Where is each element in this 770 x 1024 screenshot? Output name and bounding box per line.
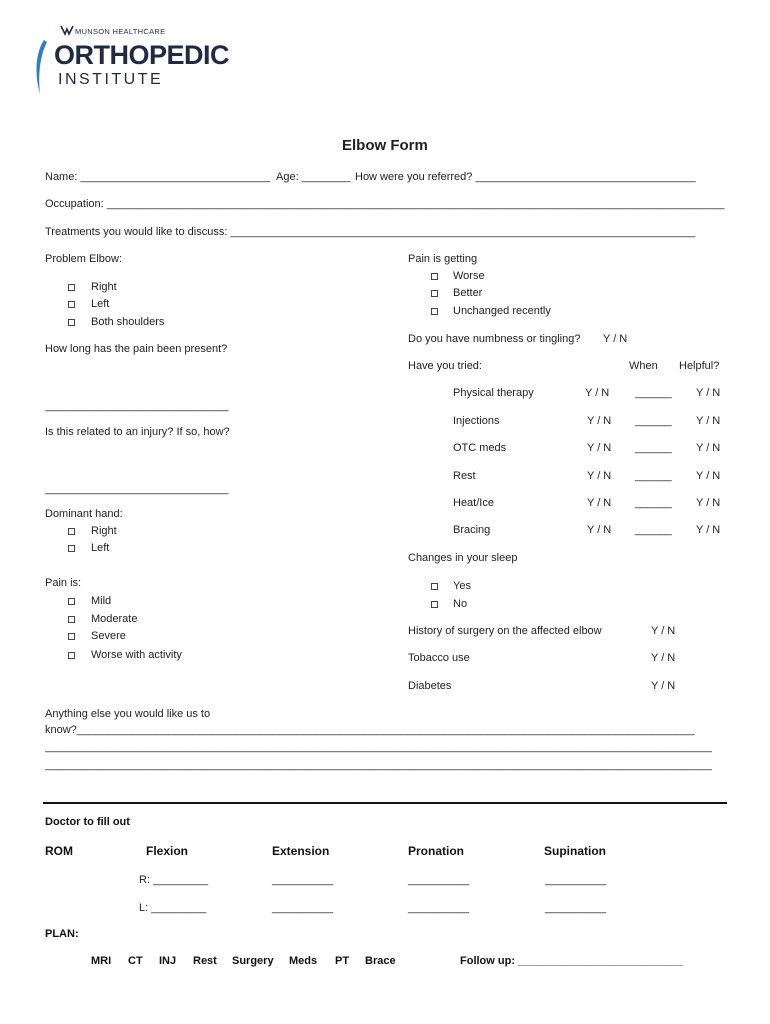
treatment-helpful[interactable]: Y / N bbox=[696, 497, 721, 509]
treatment-helpful[interactable]: Y / N bbox=[696, 524, 721, 536]
checkbox-getting-worse[interactable] bbox=[431, 273, 438, 280]
rom-blank[interactable]: __________ bbox=[408, 874, 470, 886]
pain-duration-line[interactable]: ______________________________ bbox=[45, 400, 229, 412]
notes-line[interactable]: _____________________________________________________________________________________________________________ bbox=[45, 759, 712, 771]
tried-label: Have you tried: bbox=[408, 360, 482, 372]
treatment-yn[interactable]: Y / N bbox=[587, 415, 612, 427]
plan-item-brace[interactable]: Brace bbox=[365, 955, 396, 967]
treatment-label: Injections bbox=[453, 415, 500, 427]
treatment-when[interactable]: ______ bbox=[635, 497, 672, 509]
rom-blank[interactable]: __________ bbox=[272, 902, 334, 914]
checkbox-hand-left[interactable] bbox=[68, 545, 75, 552]
munson-mark-icon bbox=[60, 24, 74, 36]
treatment-when[interactable]: ______ bbox=[635, 442, 672, 454]
logo-orthopedic: ORTHOPEDIC bbox=[54, 40, 230, 70]
treatment-yn[interactable]: Y / N bbox=[587, 497, 612, 509]
flexion-header: Flexion bbox=[146, 844, 189, 858]
notes-line[interactable]: _____________________________________________________________________________________________________________ bbox=[45, 741, 712, 753]
surgery-yn[interactable]: Y / N bbox=[651, 625, 676, 637]
plan-item-meds[interactable]: Meds bbox=[289, 955, 318, 967]
pain-getting-label: Pain is getting bbox=[408, 253, 478, 265]
when-header: When bbox=[629, 360, 658, 372]
checkbox-sleep-no[interactable] bbox=[431, 601, 438, 608]
injury-label: Is this related to an injury? If so, how? bbox=[45, 426, 230, 438]
treatment-yn[interactable]: Y / N bbox=[587, 470, 612, 482]
doctor-section-title: Doctor to fill out bbox=[45, 816, 130, 828]
treatment-label: OTC meds bbox=[453, 442, 507, 454]
rom-blank[interactable]: __________ bbox=[408, 902, 470, 914]
checkbox-hand-right[interactable] bbox=[68, 528, 75, 535]
checkbox-pain-mild[interactable] bbox=[68, 598, 75, 605]
treatment-helpful[interactable]: Y / N bbox=[696, 387, 721, 399]
plan-label: PLAN: bbox=[45, 928, 79, 940]
option-label: Worse with activity bbox=[91, 649, 182, 661]
plan-item-ct[interactable]: CT bbox=[128, 955, 143, 967]
treatment-label: Bracing bbox=[453, 524, 491, 536]
checkbox-pain-severe[interactable] bbox=[68, 633, 75, 640]
injury-line[interactable]: ______________________________ bbox=[45, 483, 229, 495]
rom-label: ROM bbox=[45, 844, 73, 858]
option-label: Right bbox=[91, 525, 117, 537]
option-label: Severe bbox=[91, 630, 126, 642]
treatments-field[interactable]: Treatments you would like to discuss: ____________________________________________________________________________ bbox=[45, 226, 696, 238]
plan-item-pt[interactable]: PT bbox=[335, 955, 350, 967]
option-label: Worse bbox=[453, 270, 485, 282]
logo-institute: INSTITUTE bbox=[58, 71, 164, 88]
treatment-helpful[interactable]: Y / N bbox=[696, 470, 721, 482]
numbness-yn[interactable]: Y / N bbox=[603, 333, 628, 345]
checkbox-elbow-both[interactable] bbox=[68, 319, 75, 326]
checkbox-elbow-left[interactable] bbox=[68, 301, 75, 308]
helpful-header: Helpful? bbox=[679, 360, 720, 372]
sleep-label: Changes in your sleep bbox=[408, 552, 518, 564]
option-label: Both shoulders bbox=[91, 316, 165, 328]
dominant-hand-label: Dominant hand: bbox=[45, 508, 123, 520]
referred-field[interactable]: How were you referred? ____________________________________ bbox=[355, 171, 696, 183]
rom-blank[interactable]: __________ bbox=[272, 874, 334, 886]
rom-l-field[interactable]: L: _________ bbox=[139, 902, 207, 914]
diabetes-yn[interactable]: Y / N bbox=[651, 680, 676, 692]
pain-is-label: Pain is: bbox=[45, 577, 82, 589]
plan-item-surgery[interactable]: Surgery bbox=[232, 955, 274, 967]
pronation-header: Pronation bbox=[408, 844, 464, 858]
checkbox-pain-moderate[interactable] bbox=[68, 616, 75, 623]
rom-r-field[interactable]: R: _________ bbox=[139, 874, 209, 886]
tobacco-label: Tobacco use bbox=[408, 652, 470, 664]
treatment-yn[interactable]: Y / N bbox=[587, 442, 612, 454]
checkbox-getting-unchanged[interactable] bbox=[431, 308, 438, 315]
form-title: Elbow Form bbox=[342, 137, 428, 154]
option-label: Yes bbox=[453, 580, 471, 592]
treatment-label: Physical therapy bbox=[453, 387, 534, 399]
treatment-when[interactable]: ______ bbox=[635, 415, 672, 427]
treatment-yn[interactable]: Y / N bbox=[587, 524, 612, 536]
supination-header: Supination bbox=[544, 844, 606, 858]
surgery-label: History of surgery on the affected elbow bbox=[408, 625, 602, 637]
treatment-when[interactable]: ______ bbox=[635, 470, 672, 482]
checkbox-getting-better[interactable] bbox=[431, 290, 438, 297]
option-label: Moderate bbox=[91, 613, 138, 625]
plan-item-mri[interactable]: MRI bbox=[91, 955, 112, 967]
swoosh-icon bbox=[34, 38, 48, 96]
treatment-when[interactable]: ______ bbox=[635, 387, 672, 399]
plan-item-inj[interactable]: INJ bbox=[159, 955, 177, 967]
plan-item-rest[interactable]: Rest bbox=[193, 955, 217, 967]
option-label: No bbox=[453, 598, 468, 610]
option-label: Left bbox=[91, 542, 110, 554]
option-label: Left bbox=[91, 298, 110, 310]
age-field[interactable]: Age: ________ bbox=[276, 171, 351, 183]
know-field[interactable]: know?_____________________________________________________________________________________________________ bbox=[45, 724, 695, 736]
treatment-label: Rest bbox=[453, 470, 476, 482]
name-field[interactable]: Name: _______________________________ bbox=[45, 171, 271, 183]
option-label: Unchanged recently bbox=[453, 305, 551, 317]
treatment-yn[interactable]: Y / N bbox=[585, 387, 610, 399]
option-label: Better bbox=[453, 287, 483, 299]
rom-blank[interactable]: __________ bbox=[545, 902, 607, 914]
follow-up-field[interactable]: Follow up: ___________________________ bbox=[460, 955, 684, 967]
option-label: Mild bbox=[91, 595, 112, 607]
diabetes-label: Diabetes bbox=[408, 680, 452, 692]
treatment-helpful[interactable]: Y / N bbox=[696, 442, 721, 454]
treatment-when[interactable]: ______ bbox=[635, 524, 672, 536]
checkbox-elbow-right[interactable] bbox=[68, 284, 75, 291]
treatment-label: Heat/Ice bbox=[453, 497, 494, 509]
anything-label: Anything else you would like us to bbox=[45, 708, 211, 720]
treatment-helpful[interactable]: Y / N bbox=[696, 415, 721, 427]
rom-blank[interactable]: __________ bbox=[545, 874, 607, 886]
occupation-field[interactable]: Occupation: _____________________________________________________________________________________________________ bbox=[45, 198, 725, 210]
section-divider bbox=[43, 802, 727, 804]
option-label: Right bbox=[91, 281, 117, 293]
logo-brand-small: MUNSON HEALTHCARE bbox=[75, 27, 166, 36]
extension-header: Extension bbox=[272, 844, 330, 858]
numbness-label: Do you have numbness or tingling? bbox=[408, 333, 581, 345]
checkbox-sleep-yes[interactable] bbox=[431, 583, 438, 590]
tobacco-yn[interactable]: Y / N bbox=[651, 652, 676, 664]
problem-elbow-label: Problem Elbow: bbox=[45, 253, 123, 265]
pain-duration-label: How long has the pain been present? bbox=[45, 343, 228, 355]
checkbox-pain-worse-activity[interactable] bbox=[68, 652, 75, 659]
